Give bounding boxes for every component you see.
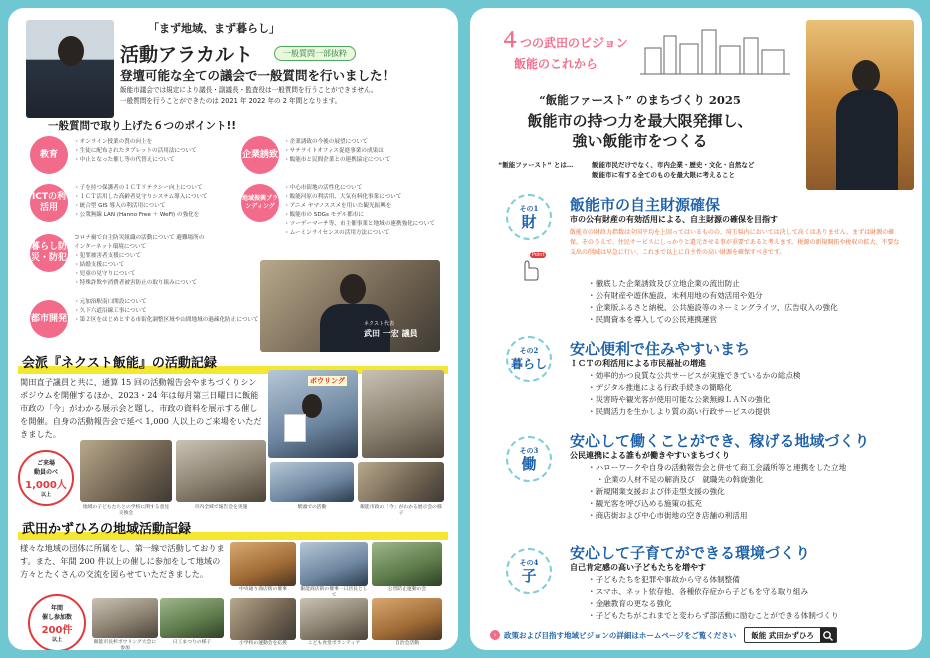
candidate-photo [806, 20, 914, 190]
vision-1-sub: 市の公有財産の有効活用による、自主財源の確保を目指す [570, 215, 778, 224]
vision-3-sub: 公民連携による誰もが働きやすいまちづくり [570, 451, 730, 460]
branding-list: ・ 中心市街地の活性化について ・ 飯能河原の利活用、大気有料化事業について ・ アニメ ヤマノススメを用いた観光振興を ・ 飯能市の SDGs モデル都市に ・ ツーデーマーチ等、市主催事業と地域の連携強化について ・ ムーミンライセンスの活用方法について [284, 184, 435, 238]
record2-photo-5 [372, 542, 442, 586]
r2-caption-2: 中央通り商店街の催事 [239, 587, 287, 592]
record2-photo-1 [92, 598, 158, 638]
banner-3: 強い飯能市をつくる [572, 132, 708, 150]
arrow-circle-icon: › [490, 630, 500, 640]
vision-2-tag: その2 暮らし [506, 336, 552, 382]
vision-2-sub: ＩＣＴの利活用による市民福祉の増進 [570, 359, 706, 368]
record1-photo-b [362, 370, 444, 458]
record2-photo-8 [372, 598, 442, 640]
banner-2: 飯能市の持つ力を最大限発揮し、 [527, 112, 753, 130]
bowling-photo [268, 370, 358, 458]
category-urban: 都市開発 [30, 300, 68, 338]
r2-caption-3: 飯能商店街の催事一日店長として [300, 587, 368, 598]
record2-photo-2 [160, 598, 224, 638]
definition-term: “飯能ファースト” とは… [498, 161, 574, 169]
caption-1: 地域の子どもたちとの学校に関する意見交換会 [82, 505, 170, 516]
title-tag: 一般質問一部抜粋 [274, 46, 356, 61]
vision-4-tag: その4 子 [506, 548, 552, 594]
portrait-photo [26, 20, 114, 118]
vision-3-list: ・ ハローワークや自身の活動報告会と併せて商工会議所等と連携をした立地 ・ 企業の人材不足の解消及び 就職先の斡旋強化 ・ 新規開業支援および伴走型支援の強化 ・ 観光客を呼び込める施策の拡充 ・ 商店街および中心市街地の空き店舗の利活用 [588, 462, 846, 522]
footer-bar [490, 624, 902, 646]
category-business: 企業誘致 [241, 136, 279, 174]
vision-3-tag: その3 働 [506, 436, 552, 482]
vision-1-list: ・ 徹底した企業誘致及び立地企業の流出防止 ・ 公有財産や遊休施設、未利用地の有効活用や処分 ・ 企業版ふるさと納税、公共施設等のネーミングライツ、広告収入の強化 ・ 民間資本を導入しての公民連携運営 [588, 278, 838, 326]
point-hand-icon [516, 252, 545, 282]
vision-3-title: 安心して働くことができ、稼げる地域づくり [570, 432, 870, 450]
category-safety: 暮らし防災・防犯 [30, 234, 68, 272]
caption-4: 飯能市政の「今」がわかる展示会の様子 [360, 505, 442, 516]
record1-photo-4 [358, 462, 444, 502]
footer-text: 政策および目指す地域ビジョンの詳細はホームページをご覧ください [504, 630, 737, 640]
record1-photo-3 [270, 462, 354, 502]
vision-2-title: 安心便利で住みやすいまち [570, 340, 751, 358]
vision-1-note: 飯能市の財政力指数は全国平均を上回ってはいるものの、埼玉県内においては決して高くはありません。まずは財源の確保。そのうえで、住民サービスにしっかりと還元させる事が重要であると考えます。税源の新規開拓や税収の拡大、不要な支出の削減は早急に行い、これまで以上に自主性の高い財源を確保すべきです。 [570, 229, 900, 256]
page-title: 活動アラカルト [120, 44, 254, 66]
record2-photo-3 [230, 542, 296, 586]
r2-caption-8: 自治会活動 [395, 641, 419, 646]
vision-4-sub: 自己肯定感の高い子どもたちを増やす [570, 563, 706, 572]
photo-caption-role: ネクスト代表 [364, 321, 394, 327]
caption-3: 駅頭での活動 [297, 505, 327, 510]
definition-text: 飯能市民だけでなく、市内企業・歴史・文化・自然など 飯能市に有する全てのものを最大限に考えること [592, 161, 755, 179]
record2-photo-7 [300, 598, 368, 640]
right-page [470, 8, 922, 650]
record2-title: 武田かずひろの地域活動記録 [18, 518, 448, 540]
quote: 「まず地域、まず暮らし」 [148, 22, 280, 35]
education-list: ・ オンライン授業の質の向上を ・ 生徒に配布されたタブレットの活用法について ・ 中止となった催し等の代替えについて [74, 138, 197, 165]
record2-badge: 年間 催し参加数 200件 以上 [28, 594, 86, 650]
record2-photo-4 [300, 542, 368, 586]
record1-photo-1 [80, 440, 172, 502]
search-box[interactable] [744, 627, 837, 643]
vision-2-list: ・ 効率的かつ良質な公共サービスが実施できているかの総点検 ・ デジタル推進による行政手続きの簡略化 ・ 災害時や観光客が使用可能な公衆無線ＬＡＮの強化 ・ 民間活力を生かしより質の高い行政サービスの提供 [588, 370, 801, 418]
record1-body: 関田直子議員と共に、通算 15 回の活動報告会やまちづくりシンポジウムを開催するほか、2023・24 年は毎月第三日曜日に飯能市政の「今」がわかる展示会と題し、市政の資料を展示する催しを開催。自身の活動報告会で延べ 1,000 人以上のご来場をいただきました。 [20, 377, 262, 439]
headline: 登壇可能な全ての議会で一般質問を行いました！ [120, 68, 396, 83]
vision-heading: ４つの武田のビジョン 飯能のこれから [500, 28, 628, 71]
point-label: Point [532, 252, 545, 258]
vision-4-title: 安心して子育てができる環境づくり [570, 544, 811, 562]
record1-photo-2 [176, 440, 266, 502]
r2-caption-1: 飯能市長杯ボウリング大会に参加 [93, 640, 157, 650]
r2-caption-7: こども食堂ボランティア [307, 641, 361, 646]
record1-badge: ご来場 動員のべ 1,000人 以上 [18, 450, 74, 506]
search-text: 飯能 武田かずひろ [751, 630, 814, 640]
record2-photo-6 [230, 598, 296, 640]
record1-title: 会派『ネクスト飯能』の活動記録 [18, 352, 448, 374]
r2-caption-4: 公害防止運動の会 [387, 587, 427, 592]
ict-list: ・ 子を持つ保護者のＩＣＴリテラシー向上について ・ ＩＣＴ活用した高齢者見守りシステム導入について ・ 統合型 GIS 導入の利活用について ・ 公衆無線 LAN (Hanno Free ＋ WeFi) の強化を [74, 184, 208, 220]
record2-body: 様々な地域の団体に所属をし、第一線で活動しております。また、年間 200 件以上の催しに参加をして地域の方々とたくさんの交流を図らせていただきました。 [20, 543, 225, 579]
intro-text: 飯能市議会では規定により議長・副議長・監査役は一般質問を行うことができません。 一般質問を行うことができたのは 2021 年 2022 年の 2 年間となります。 [120, 86, 378, 105]
urban-list: ・ 元加治駅南口開設について ・ 久下六道沿線工事について ・ 第２区をはじめとする市街化調整区域や山間地域の過疎化防止について [74, 298, 259, 325]
photo-caption-name: 武田 一宏 議員 [364, 329, 418, 338]
category-branding: 地域振興ブランディング [241, 184, 279, 222]
safety-head: コロナ禍で自主防災組織の活動について 避難場所の インターネット環境について [74, 235, 205, 250]
search-icon[interactable] [820, 628, 836, 642]
points-title: 一般質問で取り上げた６つのポイント!! [48, 120, 237, 132]
vision-1-title: 飯能市の自主財源確保 [570, 196, 721, 214]
caption-2: 市内全域で報告会を実施 [194, 505, 248, 510]
r2-caption-6: 小学校の運動会を応援 [239, 641, 287, 646]
category-education: 教育 [30, 136, 68, 174]
safety-list: ・ 犯罪被害者支援について ・ 結婚支援について ・ 児童の見守りについて ・ 特殊詐欺や消費者被害防止の取り組みについて [74, 252, 197, 288]
business-list: ・ 企業誘致の今後の展望について ・ サテライトオフィス促進事業の成果は ・ 飯能市と民間企業との連携協定について [284, 138, 390, 165]
cityscape-illustration [640, 26, 790, 76]
bowling-sign: ボウリング [310, 377, 345, 385]
left-page [8, 8, 458, 650]
r2-caption-5: 日工まつりの様子 [172, 640, 212, 645]
assembly-photo [260, 260, 440, 352]
vision-4-list: ・ 子どもたちを犯罪や事故から守る体制整備 ・ スマホ、ネット依存他、各種依存症から子どもを守る取り組み ・ 金融教育の更なる強化 ・ 子どもたちがこれまでと変わらず部活動に励むことができる体制づくり [588, 574, 839, 622]
banner-1: “飯能ファースト” のまちづくり 2025 [539, 93, 741, 107]
vision-1-tag: その1 財 [506, 194, 552, 240]
category-ict: ICTの利活用 [30, 184, 68, 222]
